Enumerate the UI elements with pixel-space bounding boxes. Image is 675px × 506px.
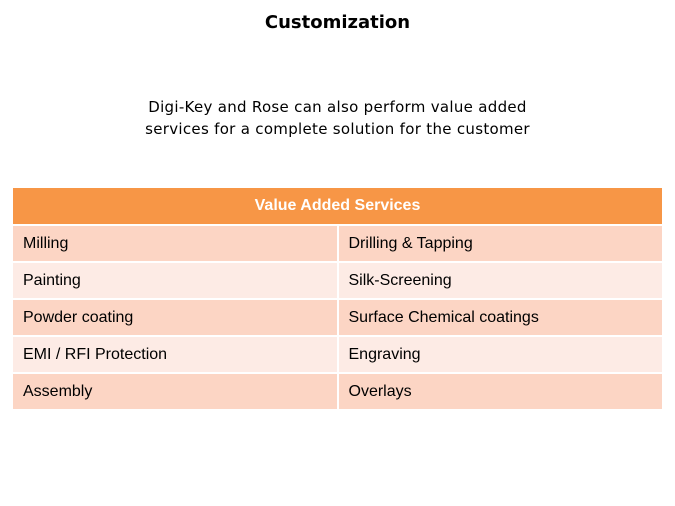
- table-header: Value Added Services: [13, 188, 662, 225]
- page-title: Customization: [264, 12, 411, 33]
- table-cell: Milling: [13, 225, 338, 262]
- table-cell: Drilling & Tapping: [338, 225, 663, 262]
- table-cell: Assembly: [13, 373, 338, 410]
- table-cell: Overlays: [338, 373, 663, 410]
- table-cell: Surface Chemical coatings: [338, 299, 663, 336]
- table-row: [13, 225, 662, 262]
- intro-text: [0, 96, 675, 140]
- table-cell: Engraving: [338, 336, 663, 373]
- intro-line-2: services for a complete solution for the customer: [145, 120, 530, 138]
- table-row: [13, 373, 662, 410]
- table-row: [13, 336, 662, 373]
- table-row: [13, 299, 662, 336]
- table-cell: Powder coating: [13, 299, 338, 336]
- table-row: [13, 262, 662, 299]
- intro-line-1: Digi-Key and Rose can also perform value added: [148, 98, 527, 116]
- table-header-row: [13, 188, 662, 225]
- table-cell: Painting: [13, 262, 338, 299]
- value-added-services-table: [13, 188, 662, 411]
- table-cell: EMI / RFI Protection: [13, 336, 338, 373]
- table-cell: Silk-Screening: [338, 262, 663, 299]
